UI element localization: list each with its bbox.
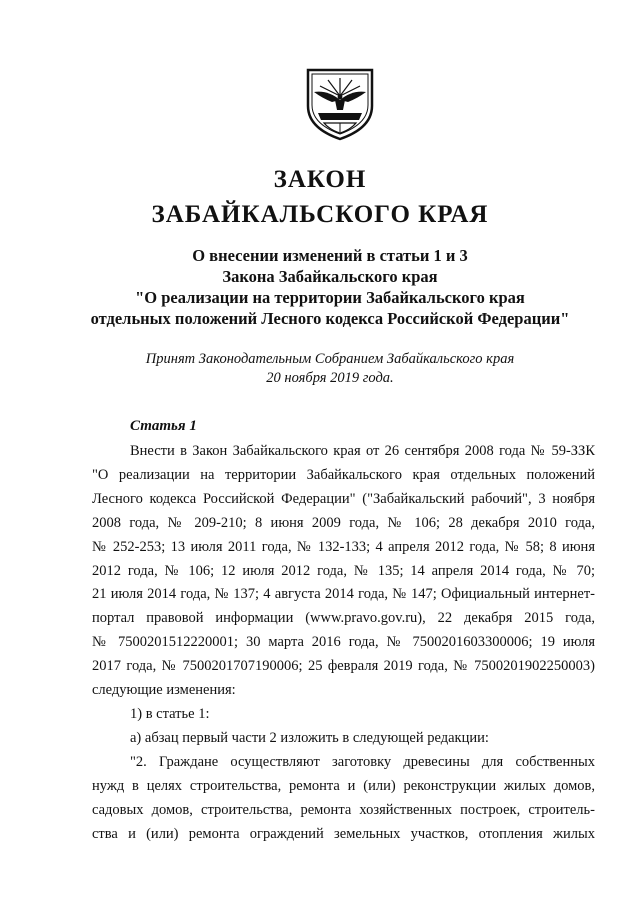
adoption-date: 20 ноября 2019 года. xyxy=(266,370,394,386)
article-body xyxy=(92,440,595,846)
adoption-note xyxy=(60,350,600,388)
body-text-line: Лесного кодекса Российской Федерации" ("Забайкальский рабочий", 3 ноября xyxy=(92,490,595,507)
body-text-line: садовых домов, строительства, ремонта хозяйственных построек, строитель- xyxy=(92,801,595,818)
subtitle-line: О внесении изменений в статьи 1 и 3 xyxy=(192,246,468,265)
body-text-line: а) абзац первый части 2 изложить в следующей редакции: xyxy=(130,729,489,746)
subtitle-line: отдельных положений Лесного кодекса Российской Федерации" xyxy=(90,309,570,328)
body-text-line: Внести в Закон Забайкальского края от 26 сентября 2008 года № 59-ЗЗК xyxy=(130,443,595,459)
subtitle-line: "О реализации на территории Забайкальского края xyxy=(135,288,525,307)
body-text-line: "2. Граждане осуществляют заготовку древесины для собственных xyxy=(130,753,595,770)
law-title: ЗАКОН xyxy=(273,166,367,193)
body-text-line: "О реализации на территории Забайкальского края отдельных положений xyxy=(92,466,595,483)
article-heading: Статья 1 xyxy=(130,418,197,434)
body-text-line: следующие изменения: xyxy=(92,682,236,699)
subtitle-line: Закона Забайкальского края xyxy=(222,267,438,286)
body-text-line: портал правовой информации (www.pravo.gov.ru), 22 декабря 2015 года, xyxy=(92,610,595,627)
region-title: ЗАБАЙКАЛЬСКОГО КРАЯ xyxy=(151,201,489,228)
coat-of-arms-emblem xyxy=(302,66,378,142)
body-text-line: 2008 года, № 209-210; 8 июня 2009 года, № 106; 28 декабря 2010 года, xyxy=(92,514,595,531)
body-text-line: № 7500201512220001; 30 марта 2016 года, № 7500201603300006; 19 июля xyxy=(92,634,595,651)
body-text-line: 1) в статье 1: xyxy=(130,705,210,722)
body-text-line: нужд в целях строительства, ремонта и (или) реконструкции жилых домов, xyxy=(92,777,595,794)
body-text-line: 2017 года, № 7500201707190006; 25 февраля 2019 года, № 7500201902250003) xyxy=(92,658,595,675)
body-text-line: № 252-253; 13 июля 2011 года, № 132-133; 4 апреля 2012 года, № 58; 8 июня xyxy=(92,538,595,555)
adoption-line: Принят Законодательным Собранием Забайкальского края xyxy=(145,351,515,367)
body-text-line: ства и (или) ремонта ограждений земельных участков, отопления жилых xyxy=(92,825,595,842)
body-text-line: 21 июля 2014 года, № 137; 4 августа 2014 года, № 147; Официальный интернет- xyxy=(92,586,595,603)
law-subtitle xyxy=(60,245,600,329)
body-text-line: 2012 года, № 106; 12 июля 2012 года, № 135; 14 апреля 2014 года, № 70; xyxy=(92,562,595,579)
